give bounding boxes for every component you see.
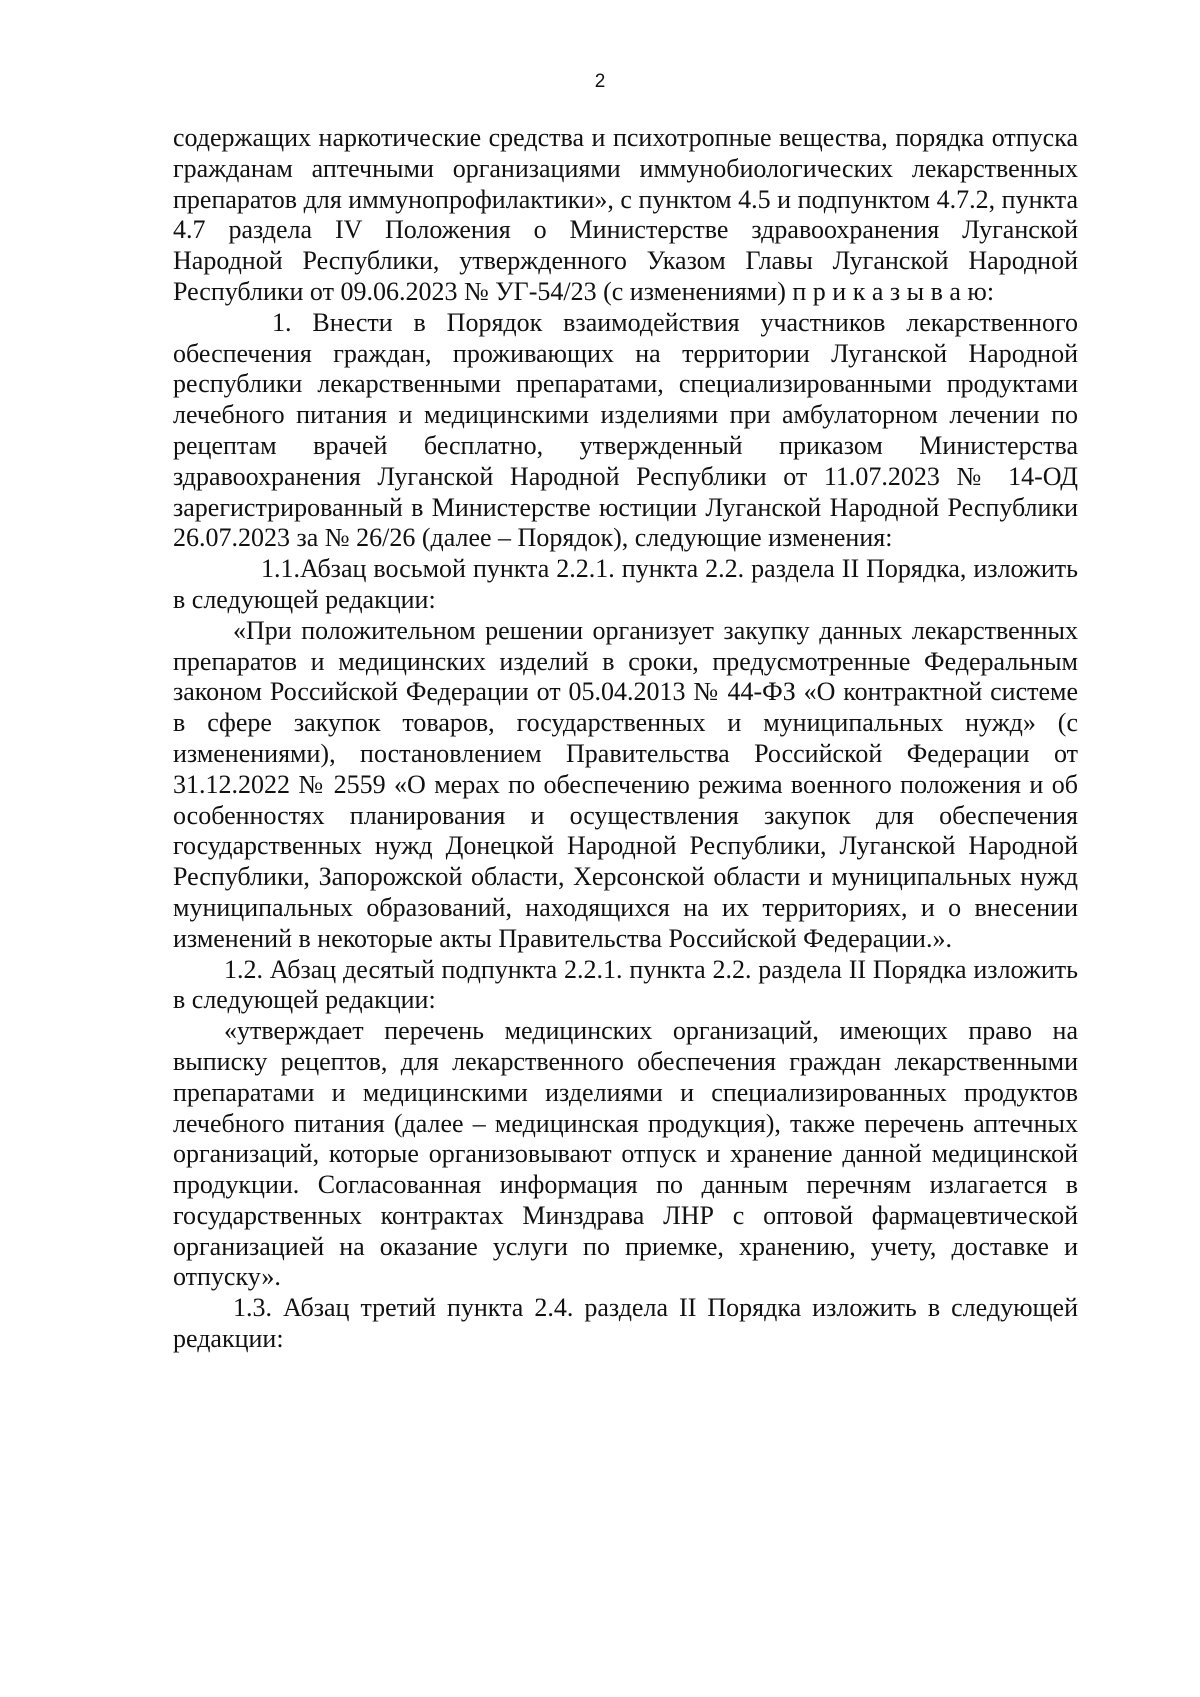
text-line: организацией на оказание услуги по приемке, хранению, учету, доставке и	[173, 1231, 1078, 1261]
paragraph-preamble	[173, 123, 1078, 308]
text-line: Главы Луганской Народной Республики от 09.06.2023 № УГ-54/23	[173, 246, 1079, 306]
text-line: здравоохранения Луганской Народной Республики, утвержденного Указом	[173, 215, 1078, 276]
text-line: Луганской Народной Республики, Запорожской области, Херсонской области и	[173, 831, 1078, 892]
text-line: лекарственных препаратов и медицинских изделий в сроки, предусмотренные	[173, 615, 1078, 676]
text-line: военного положения и об особенностях планирования и осуществления закупок	[173, 769, 1078, 830]
text-line: «При положительном решении организует закупку данных	[233, 615, 903, 645]
paragraph-item-1-2	[173, 955, 1078, 1017]
text-line: редакции:	[173, 1324, 284, 1354]
text-line: 1.1.Абзац восьмой пункта 2.2.1. пункта 2.2. раздела II Порядка, изложить	[261, 554, 1078, 584]
text-line: отпуска гражданам аптечными организациями иммунобиологических	[173, 123, 1078, 183]
text-line: республики лекарственными препаратами, специализированными продуктами	[173, 369, 1078, 399]
text-line: «утверждает перечень медицинских организаций, имеющих право на	[224, 1016, 1078, 1046]
text-line: 1.2. Абзац десятый подпункта 2.2.1. пункта 2.2. раздела II Порядка	[224, 954, 967, 984]
text-line: Российской Федерации от 31.12.2022 № 2559 «О мерах по обеспечению режима	[173, 738, 1078, 799]
text-line: содержащих наркотические средства и психотропные вещества, порядка	[173, 123, 985, 152]
text-line: Федеральным законом Российской Федерации от 05.04.2013 № 44-ФЗ	[173, 646, 1078, 707]
paragraph-item-1	[173, 308, 1078, 554]
text-line: в следующей редакции:	[173, 584, 436, 614]
text-line: «О контрактной системе в сфере закупок товаров, государственных и	[173, 677, 1079, 738]
document-body	[173, 123, 1078, 1355]
text-line: муниципальных нужд муниципальных образований, находящихся на их	[173, 862, 1078, 922]
text-line: продукции. Согласованная информация по данным перечням излагается в	[173, 1170, 1078, 1200]
text-line: 1. Внести в Порядок взаимодействия участников лекарственного	[272, 307, 1078, 337]
text-line: лекарственных препаратов для иммунопрофилактики», с пунктом 4.5	[173, 153, 1078, 214]
paragraph-item-1-1	[173, 554, 1078, 616]
text-line: лечебного питания и медицинскими изделиями при амбулаторном лечении по	[173, 400, 1078, 430]
text-line: 26.07.2023 за № 26/26 (далее – Порядок), следующие изменения:	[173, 523, 893, 553]
text-line: 1.3. Абзац третий пункта 2.4. раздела II Порядка изложить в следующей	[233, 1293, 1078, 1323]
paragraph-quote-2	[173, 1016, 1078, 1293]
text-line: рецептам врачей бесплатно, утвержденный приказом Министерства	[173, 430, 1078, 460]
text-line: и подпунктом 4.7.2, пункта 4.7 раздела IV Положения о Министерстве	[173, 184, 1079, 245]
text-line: Российской Федерации.».	[668, 923, 952, 953]
text-line: (с изменениями) п р и к а з ы в а ю:	[603, 276, 995, 306]
text-line: организаций, которые организовывают отпуск и хранение данной медицинской	[173, 1139, 1078, 1169]
text-line: отпуску».	[173, 1262, 281, 1292]
text-line: обеспечения граждан, проживающих на территории Луганской Народной	[173, 338, 1078, 368]
paragraph-item-1-3	[173, 1293, 1078, 1355]
page-number: 2	[594, 71, 606, 92]
text-line: здравоохранения Луганской Народной Республики от 11.07.2023 № 14-ОД	[173, 461, 1078, 491]
text-line: для обеспечения государственных нужд Донецкой Народной Республики,	[173, 800, 1079, 861]
text-line: зарегистрированный в Министерстве юстиции Луганской Народной Республики	[173, 492, 1078, 522]
paragraph-quote-1	[173, 616, 1078, 955]
text-line: государственных контрактах Минздрава ЛНР с оптовой фармацевтической	[173, 1200, 1078, 1230]
text-line: муниципальных нужд» (с изменениями), постановлением Правительства	[173, 708, 1078, 768]
text-line: препаратами и медицинскими изделиями и специализированных продуктов	[173, 1077, 1078, 1107]
text-line: территориях, и о внесении изменений в некоторые акты Правительства	[173, 892, 1079, 953]
text-line: изложить в следующей редакции:	[173, 954, 1078, 1015]
text-line: выписку рецептов, для лекарственного обеспечения граждан лекарственными	[173, 1046, 1078, 1076]
text-line: лечебного питания (далее – медицинская продукция), также перечень аптечных	[173, 1108, 1078, 1138]
